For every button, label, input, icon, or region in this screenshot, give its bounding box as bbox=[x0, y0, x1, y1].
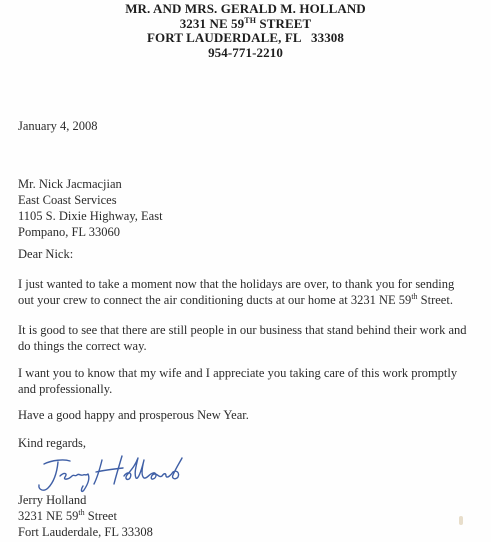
paragraph-appreciation-line-2: and professionally. bbox=[18, 382, 113, 396]
paragraph-thanks-line-2-start: out your crew to connect the air conditioning ducts at our home at 3231 NE 59 bbox=[18, 293, 412, 307]
signer-street-end: Street bbox=[84, 509, 117, 523]
letter-date: January 4, 2008 bbox=[18, 119, 98, 133]
recipient-address bbox=[18, 176, 490, 240]
paragraph-thanks-line-2 bbox=[18, 292, 490, 308]
letterhead-street-number: 3231 NE 59 bbox=[179, 15, 245, 31]
signer-name: Jerry Holland bbox=[18, 493, 87, 507]
paragraph-thanks bbox=[18, 276, 490, 308]
closing: Kind regards, bbox=[18, 436, 87, 450]
paragraph-new-year: Have a good happy and prosperous New Year. bbox=[18, 408, 249, 422]
signer-block bbox=[18, 492, 490, 540]
paragraph-appreciation-line-1: I want you to know that my wife and I appreciate you taking care of this work promptly bbox=[18, 366, 458, 380]
letterhead-street-name: STREET bbox=[256, 15, 312, 31]
paragraph-praise bbox=[18, 322, 490, 354]
signer-city: Fort Lauderdale, FL 33308 bbox=[18, 525, 153, 539]
paragraph-appreciation bbox=[18, 365, 490, 397]
recipient-city: Pompano, FL 33060 bbox=[18, 225, 120, 239]
handwritten-signature bbox=[30, 448, 190, 496]
recipient-company: East Coast Services bbox=[18, 193, 117, 207]
signer-street-start: 3231 NE 59 bbox=[18, 509, 79, 523]
paragraph-thanks-line-1: I just wanted to take a moment now that the holidays are over, to thank you for sending bbox=[18, 277, 455, 291]
paragraph-praise-line-2: do things the correct way. bbox=[18, 339, 147, 353]
paragraph-thanks-line-2-end: Street. bbox=[417, 293, 453, 307]
paragraph-praise-line-1: It is good to see that there are still people in our business that stand behind their work and bbox=[18, 323, 467, 337]
signer-street bbox=[18, 508, 490, 524]
paragraph-thanks-ordinal: th bbox=[411, 292, 418, 301]
paper-speck bbox=[459, 516, 463, 525]
letterhead-name: MR. AND MRS. GERALD M. HOLLAND bbox=[125, 1, 366, 16]
recipient-name: Mr. Nick Jacmacjian bbox=[18, 177, 122, 191]
salutation: Dear Nick: bbox=[18, 247, 74, 261]
letterhead-city: FORT LAUDERDALE, FL 33308 bbox=[146, 30, 345, 45]
letterhead-street-suffix: TH bbox=[244, 15, 257, 25]
signer-street-ordinal: th bbox=[78, 508, 85, 517]
letterhead bbox=[0, 2, 491, 60]
letterhead-street bbox=[0, 17, 491, 32]
letterhead-phone: 954-771-2210 bbox=[208, 44, 283, 60]
recipient-street: 1105 S. Dixie Highway, East bbox=[18, 209, 163, 223]
